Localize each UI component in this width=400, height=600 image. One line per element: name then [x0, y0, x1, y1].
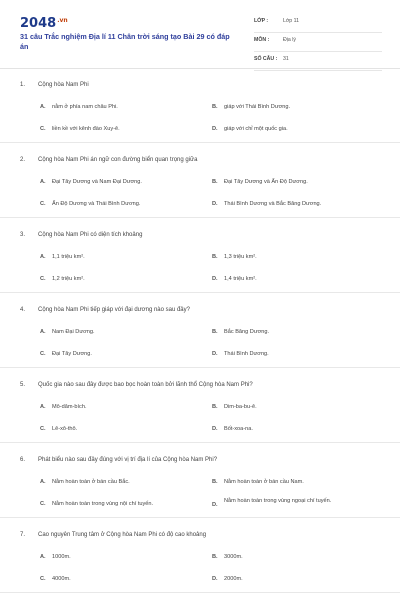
question-stem: Quốc gia nào sau đây được bao bọc hoàn toàn bởi lãnh thổ Cộng hòa Nam Phi?: [38, 382, 253, 388]
logo-text: 2048: [20, 16, 57, 31]
question-stem: Phát biểu nào sau đây đúng với vị trí địa lí của Cộng hòa Nam Phi?: [38, 457, 218, 463]
option-text: Thái Bình Dương.: [224, 351, 269, 357]
question-item: [0, 518, 400, 593]
option-letter: A.: [40, 179, 46, 185]
option-letter: C.: [40, 501, 46, 507]
option-text: giáp với Thái Bình Dương.: [224, 104, 291, 110]
option-text: Ấn Độ Dương và Thái Bình Dương.: [52, 201, 141, 207]
option-letter: D.: [212, 502, 218, 508]
option-letter: D.: [212, 576, 218, 582]
option-text: Đại Tây Dương và Ấn Độ Dương.: [224, 179, 308, 185]
question-stem: Cộng hòa Nam Phi có diện tích khoảng: [38, 232, 143, 238]
question-item: [0, 293, 400, 368]
meta-value: Địa lý: [283, 37, 296, 43]
question-text: [20, 532, 380, 538]
option-text: liền kề với kênh đào Xuy-ê.: [52, 126, 120, 132]
option-letter: C.: [40, 201, 46, 207]
question-list: [0, 68, 400, 593]
question-text: [20, 307, 380, 313]
option-text: Thái Bình Dương và Bắc Băng Dương.: [224, 201, 322, 207]
site-logo[interactable]: [20, 16, 68, 31]
option-letter: A.: [40, 554, 46, 560]
option-letter: B.: [212, 104, 218, 110]
option-letter: A.: [40, 329, 46, 335]
question-text: [20, 382, 380, 388]
question-item: [0, 443, 400, 518]
option-text: Nằm hoàn toàn ở bán cầu Nam.: [224, 479, 304, 485]
option-letter: A.: [40, 479, 46, 485]
meta-label: MÔN :: [254, 37, 270, 43]
option-letter: B.: [212, 254, 218, 260]
option-text: giáp với chỉ một quốc gia.: [224, 126, 288, 132]
option-letter: B.: [212, 479, 218, 485]
meta-row-subject: [254, 33, 382, 52]
meta-label: LỚP :: [254, 18, 269, 24]
question-item: [0, 68, 400, 143]
option-text: Bắc Băng Dương.: [224, 329, 270, 335]
question-number: 7.: [20, 532, 26, 538]
option-letter: D.: [212, 426, 218, 432]
option-letter: C.: [40, 426, 46, 432]
option-text: 3000m.: [224, 554, 243, 560]
document-title: 31 câu Trắc nghiệm Địa lí 11 Chân trời sáng tạo Bài 29 có đáp án: [20, 32, 230, 51]
option-text: Dim-ba-bu-ê.: [224, 404, 257, 410]
question-text: [20, 232, 380, 238]
meta-value: 31: [283, 56, 289, 62]
option-letter: B.: [212, 554, 218, 560]
question-number: 2.: [20, 157, 26, 163]
option-letter: D.: [212, 351, 218, 357]
question-item: [0, 143, 400, 218]
question-text: [20, 457, 380, 463]
question-number: 1.: [20, 82, 26, 88]
question-number: 5.: [20, 382, 26, 388]
option-letter: D.: [212, 201, 218, 207]
option-letter: D.: [212, 276, 218, 282]
option-letter: C.: [40, 126, 46, 132]
option-text: 1,4 triệu km².: [224, 276, 257, 282]
question-stem: Cộng hòa Nam Phi tiếp giáp với đại dương nào sau đây?: [38, 307, 190, 313]
question-text: [20, 82, 380, 88]
question-text: [20, 157, 380, 163]
option-letter: C.: [40, 351, 46, 357]
question-number: 4.: [20, 307, 26, 313]
option-letter: A.: [40, 404, 46, 410]
option-text: 4000m.: [52, 576, 71, 582]
question-item: [0, 368, 400, 443]
option-letter: A.: [40, 254, 46, 260]
question-stem: Cộng hòa Nam Phi án ngữ con đường biển quan trọng giữa: [38, 157, 198, 163]
question-number: 6.: [20, 457, 26, 463]
option-text: nằm ở phía nam châu Phi.: [52, 104, 118, 110]
option-text: Bốt-xoa-na.: [224, 426, 253, 432]
option-letter: B.: [212, 404, 218, 410]
meta-info: [254, 14, 382, 71]
meta-row-class: [254, 14, 382, 33]
meta-value: Lớp 11: [283, 18, 299, 24]
header: [0, 0, 400, 69]
option-text: 1,3 triệu km².: [224, 254, 257, 260]
option-letter: D.: [212, 126, 218, 132]
question-stem: Cộng hòa Nam Phi: [38, 82, 89, 88]
option-text: Nằm hoàn toàn trong vùng ngoại chí tuyến.: [224, 498, 332, 504]
option-letter: A.: [40, 104, 46, 110]
option-text: Nằm hoàn toàn ở bán cầu Bắc.: [52, 479, 130, 485]
option-text: Nam Đại Dương.: [52, 329, 95, 335]
option-text: Đại Tây Dương và Nam Đại Dương.: [52, 179, 142, 185]
option-text: Nằm hoàn toàn trong vùng nội chí tuyến.: [52, 501, 154, 507]
option-letter: B.: [212, 329, 218, 335]
option-text: Mô-dăm-bích.: [52, 404, 87, 410]
option-text: 1,2 triệu km².: [52, 276, 85, 282]
option-letter: B.: [212, 179, 218, 185]
option-text: Lê-xô-thô.: [52, 426, 78, 432]
question-number: 3.: [20, 232, 26, 238]
option-text: 2000m.: [224, 576, 243, 582]
option-text: Đại Tây Dương.: [52, 351, 92, 357]
logo-suffix: .vn: [57, 16, 68, 24]
option-text: 1000m.: [52, 554, 71, 560]
question-item: [0, 218, 400, 293]
option-letter: C.: [40, 576, 46, 582]
option-text: 1,1 triệu km².: [52, 254, 85, 260]
option-letter: C.: [40, 276, 46, 282]
meta-label: SỐ CÂU :: [254, 56, 278, 62]
question-stem: Cao nguyên Trung tâm ở Cộng hòa Nam Phi có độ cao khoảng: [38, 532, 207, 538]
